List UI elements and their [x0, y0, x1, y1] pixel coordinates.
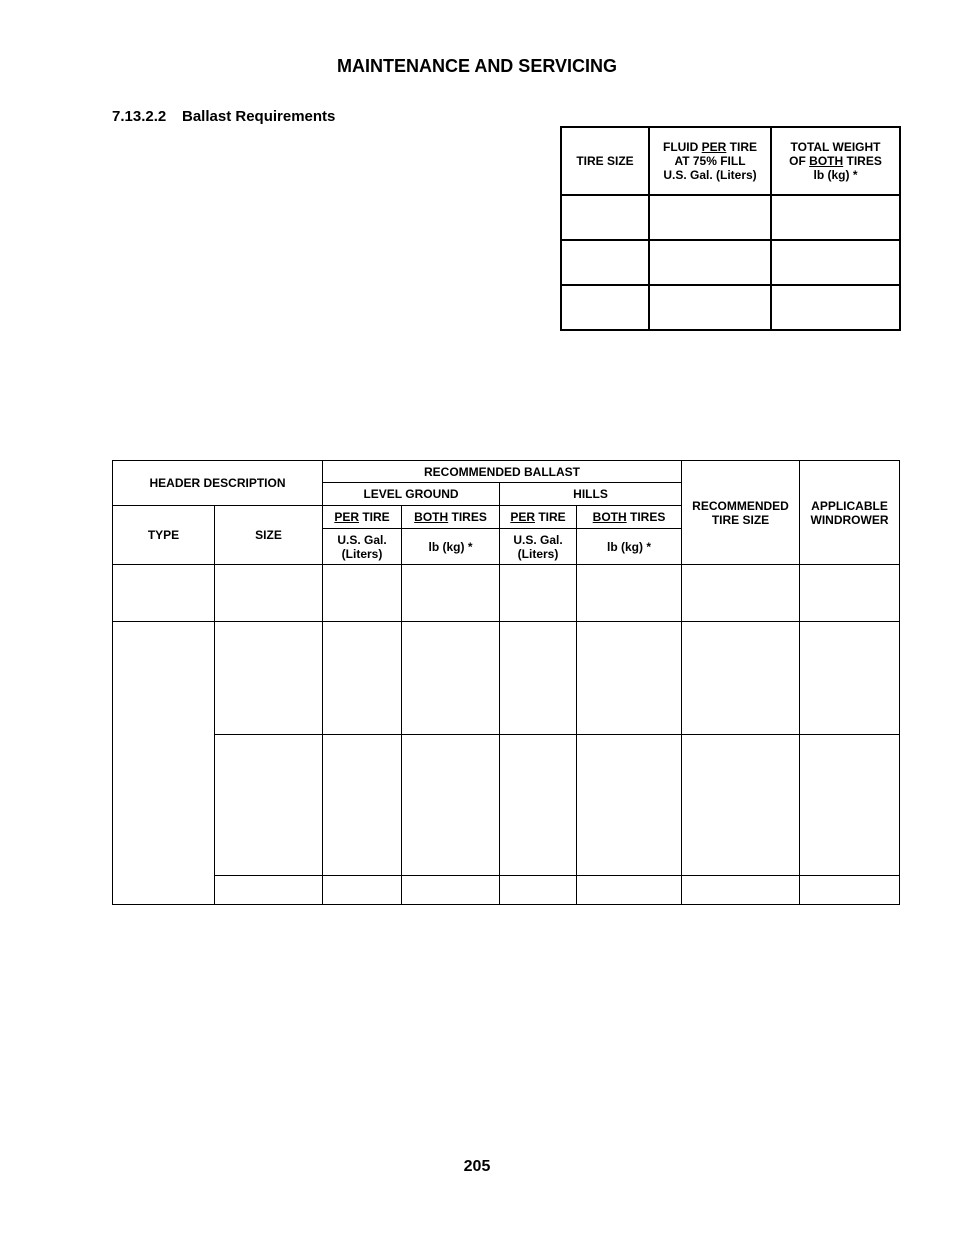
table-cell — [682, 622, 800, 735]
recommended-tire-size-header: RECOMMENDED TIRE SIZE — [682, 461, 800, 565]
table-cell — [215, 876, 323, 905]
table-row — [561, 195, 900, 240]
table-cell — [577, 876, 682, 905]
table-row — [113, 876, 900, 905]
hills-gal-unit — [500, 529, 577, 565]
ballast-table — [112, 460, 900, 905]
table-cell — [500, 565, 577, 622]
both-post: TIRES — [448, 510, 487, 524]
header-description-header: HEADER DESCRIPTION — [113, 461, 323, 506]
total-line1: TOTAL WEIGHT — [790, 140, 881, 154]
level-gal-unit — [323, 529, 402, 565]
table-cell — [577, 622, 682, 735]
both-underlined: BOTH — [592, 510, 627, 524]
table-header-row — [561, 127, 900, 195]
total-line2-pre: OF — [789, 154, 810, 168]
per-underlined: PER — [334, 510, 360, 524]
level-per-tire-header — [323, 506, 402, 529]
fluid-line1-pre: FLUID — [662, 140, 702, 154]
table-cell — [682, 735, 800, 876]
table-cell — [800, 565, 900, 622]
table-cell — [561, 285, 649, 330]
both-underlined: BOTH — [414, 510, 449, 524]
table-cell — [649, 240, 771, 285]
total-line2-post: TIRES — [843, 154, 882, 168]
hills-both-tires-header — [577, 506, 682, 529]
type-header: TYPE — [113, 506, 215, 565]
table-cell — [323, 876, 402, 905]
table-cell — [402, 876, 500, 905]
table-cell — [215, 735, 323, 876]
table-row — [561, 285, 900, 330]
page-title: MAINTENANCE AND SERVICING — [336, 56, 618, 76]
hills-header: HILLS — [500, 483, 682, 506]
per-post: TIRE — [359, 510, 390, 524]
table-cell — [682, 565, 800, 622]
hills-lb-unit: lb (kg) * — [577, 529, 682, 565]
table-cell — [577, 565, 682, 622]
table-cell — [500, 735, 577, 876]
hills-per-tire-header — [500, 506, 577, 529]
fluid-per-tire-header — [649, 127, 771, 195]
table-row — [113, 622, 900, 735]
table-cell — [800, 876, 900, 905]
table-cell — [215, 565, 323, 622]
table-row — [113, 735, 900, 876]
table-cell — [402, 565, 500, 622]
table-cell — [113, 565, 215, 622]
section-title: Ballast Requirements — [182, 108, 336, 125]
table-cell — [771, 285, 900, 330]
level-lb-unit: lb (kg) * — [402, 529, 500, 565]
table-cell — [771, 240, 900, 285]
per-post: TIRE — [535, 510, 566, 524]
section-number: 7.13.2.2 — [112, 108, 167, 125]
table-cell — [323, 622, 402, 735]
table-cell — [402, 735, 500, 876]
total-line2-underlined: BOTH — [809, 154, 844, 168]
table-cell — [500, 876, 577, 905]
table-cell — [500, 622, 577, 735]
us-gal: U.S. Gal. — [513, 532, 563, 547]
level-both-tires-header — [402, 506, 500, 529]
table-cell — [402, 622, 500, 735]
table-header-row — [113, 461, 900, 483]
tire-size-header: TIRE SIZE — [561, 127, 649, 195]
table-cell — [113, 622, 215, 905]
fluid-line2: AT 75% FILL — [674, 154, 746, 168]
table-cell — [577, 735, 682, 876]
section-heading — [112, 108, 335, 125]
liters: (Liters) — [517, 546, 559, 561]
tire-fluid-table — [560, 126, 901, 331]
table-cell — [771, 195, 900, 240]
recommended-ballast-header: RECOMMENDED BALLAST — [323, 461, 682, 483]
table-row — [113, 565, 900, 622]
table-cell — [561, 240, 649, 285]
table-cell — [561, 195, 649, 240]
table-cell — [682, 876, 800, 905]
both-post: TIRES — [626, 510, 666, 524]
total-line3: lb (kg) * — [813, 168, 858, 182]
liters: (Liters) — [341, 546, 383, 561]
per-underlined: PER — [510, 510, 536, 524]
table-cell — [323, 735, 402, 876]
table-cell — [649, 195, 771, 240]
table-cell — [800, 735, 900, 876]
fluid-line1-post: TIRE — [726, 140, 758, 154]
level-ground-header: LEVEL GROUND — [323, 483, 500, 506]
table-cell — [800, 622, 900, 735]
size-header: SIZE — [215, 506, 323, 565]
table-row — [561, 240, 900, 285]
table-cell — [649, 285, 771, 330]
total-weight-header — [771, 127, 900, 195]
fluid-line1-underlined: PER — [701, 140, 727, 154]
table-cell — [323, 565, 402, 622]
page-number: 205 — [463, 1158, 491, 1175]
applicable-windrower-header: APPLICABLE WINDROWER — [800, 461, 900, 565]
fluid-line3: U.S. Gal. (Liters) — [663, 168, 757, 182]
us-gal: U.S. Gal. — [337, 532, 387, 547]
table-cell — [215, 622, 323, 735]
